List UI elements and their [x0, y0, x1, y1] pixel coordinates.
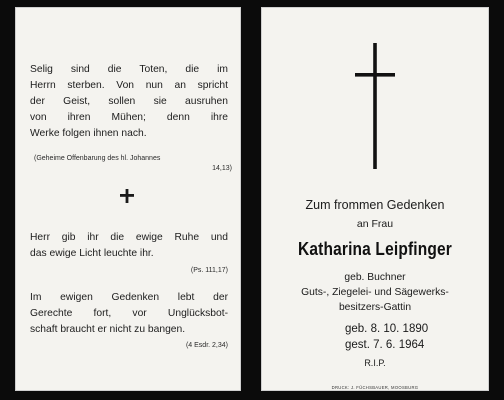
verse-line: das ewige Licht leuchte ihr. — [30, 248, 154, 259]
occupation-line: besitzers-Gattin — [338, 302, 412, 313]
cross-icon — [120, 189, 134, 203]
verse-line: Herr gib ihr die ewige Ruhe und — [30, 232, 228, 243]
printer-credit: DRUCK: J. FÜCHSBAUER, MOOSBURG — [331, 385, 419, 390]
verse-line: Gerechte fort, vor Unglücksbot- — [30, 308, 228, 319]
rip-text: R.I.P. — [364, 358, 386, 368]
verse-psalm — [30, 230, 228, 262]
verse-line: Selig sind die Toten, die im — [30, 64, 228, 75]
reference-line: (4 Esdr. 2,34) — [185, 342, 228, 349]
left-card — [15, 7, 241, 391]
reference-line: (Ps. 111,17) — [190, 267, 228, 274]
verse-line: von ihren Mühen; denn ihre — [30, 112, 228, 123]
reference-revelation — [34, 154, 232, 174]
verse-line: Werke folgen ihnen nach. — [30, 128, 147, 139]
verse-line: Herrn sterben. Von nun an spricht — [30, 80, 228, 91]
maiden-name: geb. Buchner — [344, 272, 406, 283]
verse-line: Im ewigen Gedenken lebt der — [30, 292, 228, 303]
occupation-line: Guts-, Ziegelei- und Sägewerks- — [301, 287, 449, 298]
deceased-name: Katharina Leipfinger — [298, 239, 452, 259]
reference-psalm — [34, 266, 228, 276]
latin-cross-icon — [355, 43, 395, 169]
verse-line: schaft braucht er nicht zu bangen. — [30, 324, 186, 335]
right-card — [261, 7, 489, 391]
dedication-line: an Frau — [356, 218, 394, 230]
verse-esdras — [30, 290, 228, 338]
reference-line: 14,13) — [212, 165, 232, 172]
verse-revelation — [30, 62, 228, 142]
life-dates — [345, 321, 428, 353]
death-date: gest. 7. 6. 1964 — [345, 339, 425, 351]
birth-date: geb. 8. 10. 1890 — [345, 323, 429, 335]
reference-esdras — [34, 341, 228, 351]
verse-line: der Geist, sollen sie ausruhen — [30, 96, 228, 107]
reference-line: (Geheime Offenbarung des hl. Johannes — [34, 155, 161, 162]
memorial-heading: Zum frommen Gedenken — [305, 198, 445, 212]
